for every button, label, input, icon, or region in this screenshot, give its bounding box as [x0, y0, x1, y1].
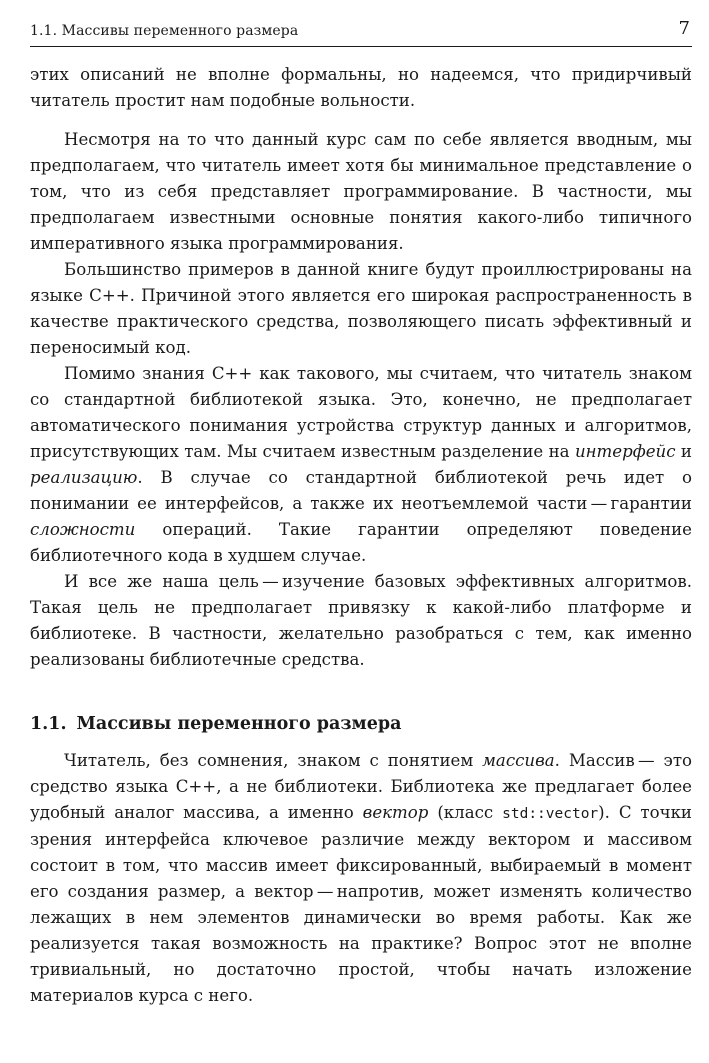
- text-run: этих описаний не вполне формальны, но надеемся, что придирчивый читатель простит нам подобные вольности.: [30, 65, 692, 110]
- paragraph: [30, 127, 692, 257]
- emphasized-term: массива: [482, 751, 555, 770]
- text-run: операций. Такие гарантии определяют поведение библиотечного кода в худшем случае.: [30, 520, 692, 565]
- inline-code: std::vector: [502, 806, 599, 822]
- text-run: (класс: [428, 803, 503, 822]
- text-run: Несмотря на то что данный курс сам по себе является вводным, мы предполагаем, что читатель имеет хотя бы минимальное представление о том, что из себя представляет программирование. В частности, мы предполагаем известными основные понятия какого-либо типичного императивного языка программирования.: [30, 130, 692, 253]
- page-number: 7: [678, 18, 690, 39]
- text-run: . Массив — это средство языка С++, а не библиотеки. Библиотека же предлагает более удобный аналог массива, а именно: [30, 751, 692, 822]
- paragraph: [30, 569, 692, 673]
- section-heading: [30, 711, 692, 737]
- text-run: И все же наша цель — изучение базовых эффективных алгоритмов. Такая цель не предполагает привязку к какой-либо платформе и библиотеке. В частности, желательно разобраться с тем, как именно реализованы библиотечные средства.: [30, 572, 692, 669]
- text-run: и: [675, 442, 692, 461]
- text-run: Помимо знания С++ как такового, мы считаем, что читатель знаком со стандартной библиотекой языка. Это, конечно, не предполагает автоматического понимания устройства структур данных и алгоритмов, присутствующих там. Мы считаем известным разделение на: [30, 364, 692, 461]
- emphasized-term: интерфейс: [574, 442, 676, 461]
- emphasized-term: реализацию: [30, 468, 138, 487]
- emphasized-term: сложности: [30, 520, 136, 539]
- text-run: . В случае со стандартной библиотекой речь идет о понимании ее интерфейсов, а также их неотъемлемой части — гарантии: [30, 468, 692, 513]
- paragraph: [30, 62, 692, 114]
- body-text: [30, 62, 692, 1009]
- paragraph: [30, 361, 692, 569]
- book-page: [30, 18, 692, 1009]
- emphasized-term: вектор: [362, 803, 429, 822]
- text-run: Большинство примеров в данной книге будут проиллюстрированы на языке С++. Причиной этого является его широкая распространенность в качестве практического средства, позволяющего писать эффективный и переносимый код.: [30, 260, 692, 357]
- section-title: Массивы переменного размера: [76, 714, 402, 734]
- running-header-title: 1.1. Массивы переменного размера: [30, 23, 299, 39]
- text-run: ). С точки зрения интерфейса ключевое различие между вектором и массивом состоит в том, что массив имеет фиксированный, выбираемый в момент его создания размер, а вектор — напротив, может изменять количество лежащих в нем элементов динамически во время работы. Как же реализуется такая возможность на практике? Вопрос этот не вполне тривиальный, но достаточно простой, чтобы начать изложение материалов курса с него.: [30, 803, 692, 1005]
- section-number: 1.1.: [30, 714, 67, 734]
- paragraph: [30, 748, 692, 1009]
- paragraph: [30, 257, 692, 361]
- text-run: Читатель, без сомнения, знаком с понятием: [64, 751, 483, 770]
- running-header: [30, 18, 692, 47]
